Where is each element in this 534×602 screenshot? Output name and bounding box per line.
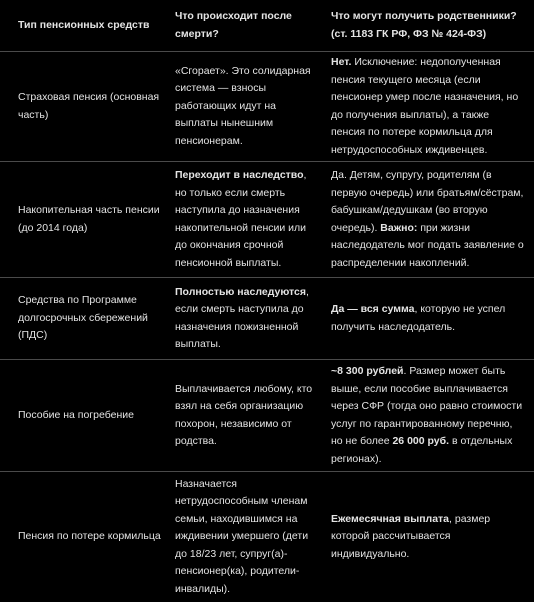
cell-happens bbox=[175, 162, 315, 277]
row-happens-text: Выплачивается любому, кто взял на себя организацию похорон, независимо от родства. bbox=[175, 382, 313, 447]
header-relatives-label: Что могут получить родственники? (ст. 1183 ГК РФ, ФЗ № 424-ФЗ) bbox=[331, 10, 517, 40]
cell-type bbox=[18, 162, 168, 277]
row-happens-text bbox=[175, 167, 315, 272]
relatives-bold: Да — вся сумма bbox=[331, 303, 415, 315]
row-happens-text bbox=[175, 284, 315, 354]
relatives-bold: ~8 300 рублей bbox=[331, 365, 404, 377]
row-relatives-text bbox=[331, 363, 526, 468]
row-type-text: Страховая пенсия (основная часть) bbox=[18, 91, 160, 121]
relatives-bold-2: 26 000 руб. bbox=[392, 435, 450, 447]
relatives-mid: . Размер может быть выше, если пособие выплачивается через СФР (тогда оно равно стоимости услуг по гарантированному перечню, но не более bbox=[331, 365, 523, 447]
cell-relatives bbox=[331, 278, 526, 359]
relatives-part2: при жизни наследодатель мог подать заявление о распределении накоплений. bbox=[331, 221, 524, 269]
relatives-rest: Исключение: недополученная пенсия текущего месяца (если пенсионер умер после назначения, но до получения выплаты), а также пенсия по потере кормильца для нетрудоспособных иждивенцев. bbox=[331, 56, 519, 156]
relatives-part1: Да. Детям, супругу, родителям (в первую очередь) или братьям/сёстрам, бабушкам/дедушкам (во вторую очередь). bbox=[331, 169, 524, 234]
relatives-bold: Нет. bbox=[331, 56, 352, 68]
cell-relatives bbox=[331, 52, 526, 161]
header-happens-label: Что происходит после смерти? bbox=[175, 10, 292, 40]
table-row bbox=[0, 52, 534, 162]
cell-happens bbox=[175, 360, 315, 471]
row-type-text: Средства по Программе долгосрочных сбережений (ПДС) bbox=[18, 294, 148, 342]
row-relatives-text bbox=[331, 301, 526, 336]
header-cell-happens bbox=[175, 0, 315, 51]
row-relatives-text bbox=[331, 167, 526, 272]
cell-type bbox=[18, 472, 168, 602]
row-relatives-text bbox=[331, 54, 526, 159]
relatives-bold: Важно: bbox=[380, 221, 418, 234]
table-header-row bbox=[0, 0, 534, 52]
cell-relatives bbox=[331, 360, 526, 471]
row-type-text: Пенсия по потере кормильца bbox=[18, 530, 161, 543]
cell-type bbox=[18, 52, 168, 161]
relatives-rest: в отдельных регионах). bbox=[331, 435, 513, 465]
relatives-rest: , которую не успел получить наследодатель. bbox=[331, 303, 506, 333]
cell-happens bbox=[175, 52, 315, 161]
row-type-text: Накопительная часть пенсии (до 2014 года) bbox=[18, 204, 160, 234]
cell-relatives bbox=[331, 472, 526, 602]
happens-rest: , но только если смерть наступила до назначения накопительной пенсии или до окончания срочной пенсионной выплаты. bbox=[175, 169, 307, 269]
relatives-rest: , размер которой рассчитывается индивидуально. bbox=[331, 512, 491, 560]
cell-happens bbox=[175, 472, 315, 602]
cell-relatives bbox=[331, 162, 526, 277]
table-row bbox=[0, 162, 534, 278]
header-cell-relatives bbox=[331, 0, 526, 51]
happens-rest: , если смерть наступила до назначения пожизненной выплаты. bbox=[175, 285, 309, 350]
cell-type bbox=[18, 360, 168, 471]
header-type-label: Тип пенсионных средств bbox=[18, 18, 150, 31]
header-cell-type bbox=[18, 0, 168, 51]
happens-bold: Переходит в наследство bbox=[175, 169, 304, 181]
happens-bold: Полностью наследуются bbox=[175, 285, 307, 298]
row-type-text: Пособие на погребение bbox=[18, 408, 134, 421]
table-row bbox=[0, 278, 534, 360]
relatives-bold: Ежемесячная выплата bbox=[331, 512, 450, 525]
table-row bbox=[0, 360, 534, 472]
row-relatives-text bbox=[331, 511, 526, 564]
table-row bbox=[0, 472, 534, 602]
row-happens-text: Назначается нетрудоспособным членам семьи, находившимся на иждивении умершего (дети до 18/23 лет, супруг(а)-пенсионер(ка), родители-инвалиды). bbox=[175, 477, 309, 595]
cell-happens bbox=[175, 278, 315, 359]
row-happens-text: «Сгорает». Это солидарная система — взносы работающих идут на выплаты нынешним пенсионерам. bbox=[175, 64, 311, 147]
cell-type bbox=[18, 278, 168, 359]
